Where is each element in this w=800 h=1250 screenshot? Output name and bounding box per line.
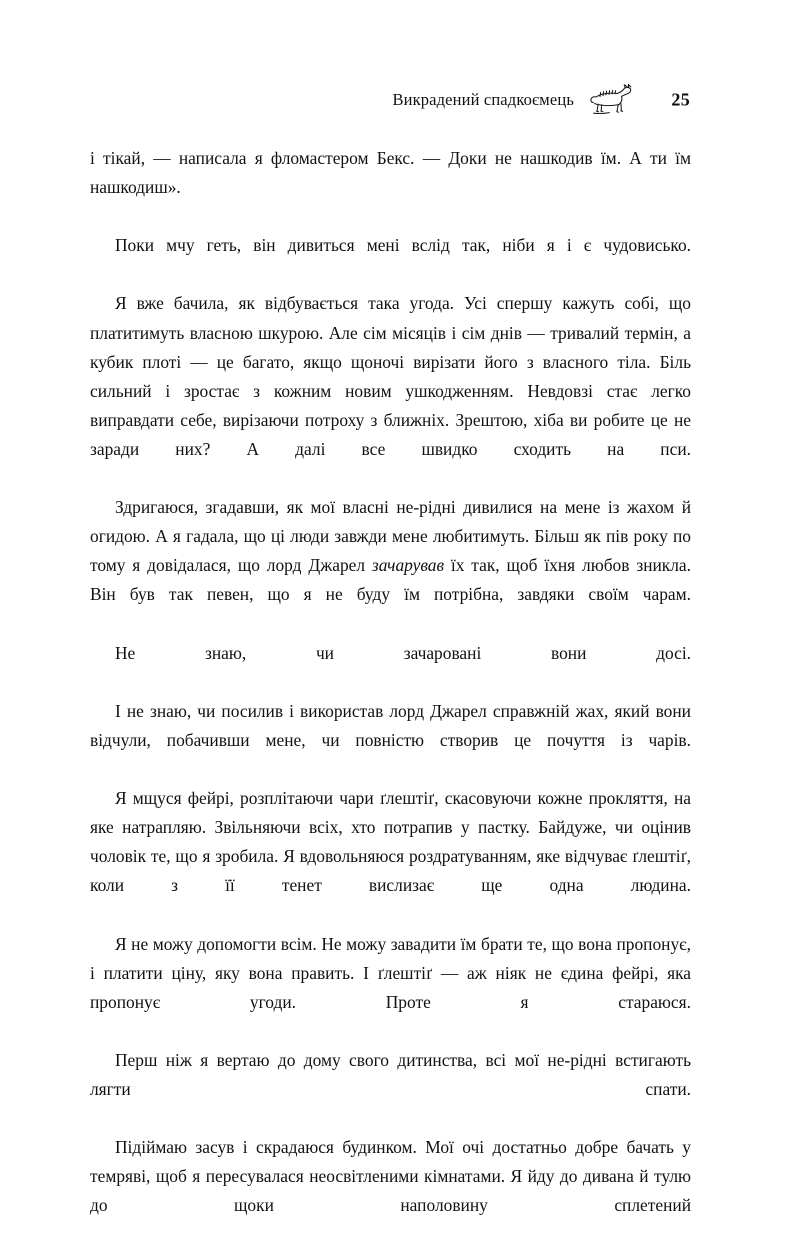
running-head-title: Викрадений спадкоємець — [392, 90, 574, 109]
emphasis-text: зачарував — [371, 555, 445, 576]
paragraph-text: Поки мчу геть, він дивиться мені вслід так, ніби я і є чудовисько. — [115, 235, 691, 256]
paragraph-text: і тікай, — написала я фломастером Бекс. — Доки не нашкодив їм. А ти їм нашкодиш». — [90, 148, 691, 198]
paragraph — [90, 930, 691, 1046]
paragraph — [90, 144, 691, 231]
paragraph — [90, 1046, 691, 1133]
running-head — [90, 82, 690, 118]
paragraph — [90, 493, 691, 638]
paragraph — [90, 231, 691, 289]
paragraph — [90, 639, 691, 697]
paragraph-text: І не знаю, чи посилив і використав лорд Джарел справжній жах, який вони відчули, побачивши мене, чи повністю створив це почуття із чарів. — [90, 700, 691, 750]
paragraph-text: Я не можу допомогти всім. Не можу завадити їм брати те, що вона пропонує, і платити ціну, яку вона править. І ґлештіґ — аж ніяк не єдина фейрі, яка пропонує угоди. Проте я стараюся. — [90, 933, 691, 1012]
paragraph — [90, 289, 691, 493]
paragraph-text: Не знаю, чи зачаровані вони досі. — [115, 642, 691, 663]
paragraph-text: їх так, щоб їхня любов зникла. Він був так певен, що я не буду їм потрібна, завдяки своїм чарам. — [90, 555, 692, 605]
paragraph-text: Я вже бачила, як відбувається така угода. Усі спершу кажуть собі, що платитимуть власною шкурою. Але сім місяців і сім днів — тривалий термін, а кубик плоті — це багато, якщо щоночі вирізати його з власного тіла. Біль сильний і зростає з кожним новим ушкодженням. Невдовзі стає легко виправдати себе, вирізаючи потроху з ближніх. Зрештою, хіба ви робите це не заради них? А далі все швидко сходить на пси. — [90, 293, 691, 459]
paragraph — [90, 784, 691, 929]
page-number: 25 — [671, 89, 690, 110]
paragraph — [90, 697, 691, 784]
running-head-inner — [392, 83, 690, 117]
paragraph — [90, 1133, 691, 1249]
paragraph-text: Здригаюся, згадавши, як мої власні не-рідні дивилися на мене із жахом й огидою. А я гадала, що ці люди завжди мене любитимуть. Більш як пів року по тому я довідалася, що лорд Джарел — [90, 497, 691, 576]
body-text — [90, 144, 691, 1250]
paragraph-text: Підіймаю засув і скрадаюся будинком. Мої очі достатньо добре бачать у темряві, щоб я пересувалася неосвітленими кімнатами. Я йду до дивана й тулю до щоки наполовину сплетений — [90, 1137, 691, 1216]
paragraph-text: Я мщуся фейрі, розплітаючи чари ґлештіґ, скасовуючи кожне прокляття, на яке натрапляю. Звільняючи всіх, хто потрапив у пастку. Байдуже, чи оцінив чоловік те, що я зробила. Я вдовольняюся роздратуванням, яке відчуває ґлештіґ, коли з її тенет вислизає ще одна людина. — [90, 788, 691, 896]
horse-sketch-ornament — [588, 83, 634, 117]
paragraph-text: Перш ніж я вертаю до дому свого дитинства, всі мої не-рідні встигають лягти спати. — [90, 1049, 691, 1099]
